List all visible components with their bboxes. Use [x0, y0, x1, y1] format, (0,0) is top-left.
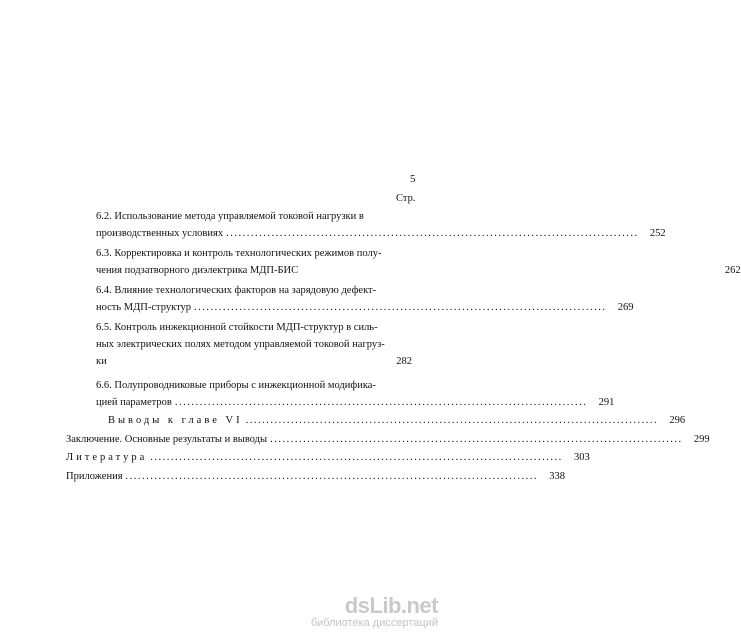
toc-entry-title: Заключение. Основные результаты и выводы [66, 434, 268, 445]
toc-entry-conclusion[interactable] [66, 433, 710, 446]
toc-entry-6-2[interactable] [96, 227, 666, 240]
leader-dots: .................................................................................................... [270, 434, 683, 445]
page-column-label: Стр. [396, 193, 416, 204]
toc-entry-conclusions-ch6[interactable] [108, 414, 686, 427]
toc-entry-title: чения подзатворного диэлектрика МДП-БИС [96, 265, 299, 276]
toc-page-number: 252 [649, 228, 666, 239]
toc-entry-6-5[interactable] [96, 355, 412, 368]
leader-dots: .................................................................................................... [245, 415, 659, 426]
toc-entry-title: производственных условиях [96, 228, 224, 239]
toc-page-number: 282 [396, 356, 412, 367]
toc-entry-6-4-line1: 6.4. Влияние технологических факторов на зарядовую дефект- [96, 285, 377, 296]
toc-entry-title: Литература [66, 452, 148, 463]
toc-page-number: 296 [669, 415, 686, 426]
toc-page-number: 338 [549, 471, 566, 482]
leader-dots: .................................................................................................... [174, 397, 588, 408]
toc-entry-title: ность МДП-структур [96, 302, 192, 313]
leader-dots: .................................................................................................... [125, 471, 539, 482]
toc-entry-6-2-line1: 6.2. Использование метода управляемой токовой нагрузки в [96, 211, 364, 222]
toc-page-number: 262 [724, 265, 741, 276]
toc-entry-title: цией параметров [96, 397, 172, 408]
toc-entry-6-5-line2: ных электрических полях методом управляемой токовой нагруз- [96, 339, 385, 350]
toc-entry-literature[interactable] [66, 451, 590, 464]
toc-entry-6-3-line1: 6.3. Корректировка и контроль технологических режимов полу- [96, 248, 382, 259]
toc-entry-6-6[interactable] [96, 396, 615, 409]
leader-dots: .................................................................................................... [226, 228, 639, 239]
toc-entry-appendices[interactable] [66, 470, 566, 483]
toc-page-number: 291 [598, 397, 615, 408]
leader-dots: .................................................................................................... [194, 302, 607, 313]
watermark-subtitle: библиотека диссертаций [310, 617, 438, 629]
toc-entry-6-6-line1: 6.6. Полупроводниковые приборы с инжекционной модифика- [96, 380, 376, 391]
page-number: 5 [410, 173, 416, 185]
toc-entry-6-3[interactable] [96, 264, 741, 277]
toc-entry-6-4[interactable] [96, 301, 634, 314]
leader-dots: .................................................................................................... [150, 452, 563, 463]
toc-entry-6-5-line3: ки [96, 356, 107, 367]
toc-page-number: 299 [693, 434, 710, 445]
toc-entry-title: Приложения [66, 471, 123, 482]
toc-entry-title: Выводы к главе VI [108, 415, 243, 426]
toc-page-number: 303 [574, 452, 590, 463]
toc-page-number: 269 [617, 302, 634, 313]
watermark-logo: dsLib.net [344, 593, 438, 618]
watermark [311, 595, 438, 630]
toc-entry-6-5-line1: 6.5. Контроль инжекционной стойкости МДП-структур в силь- [96, 322, 378, 333]
